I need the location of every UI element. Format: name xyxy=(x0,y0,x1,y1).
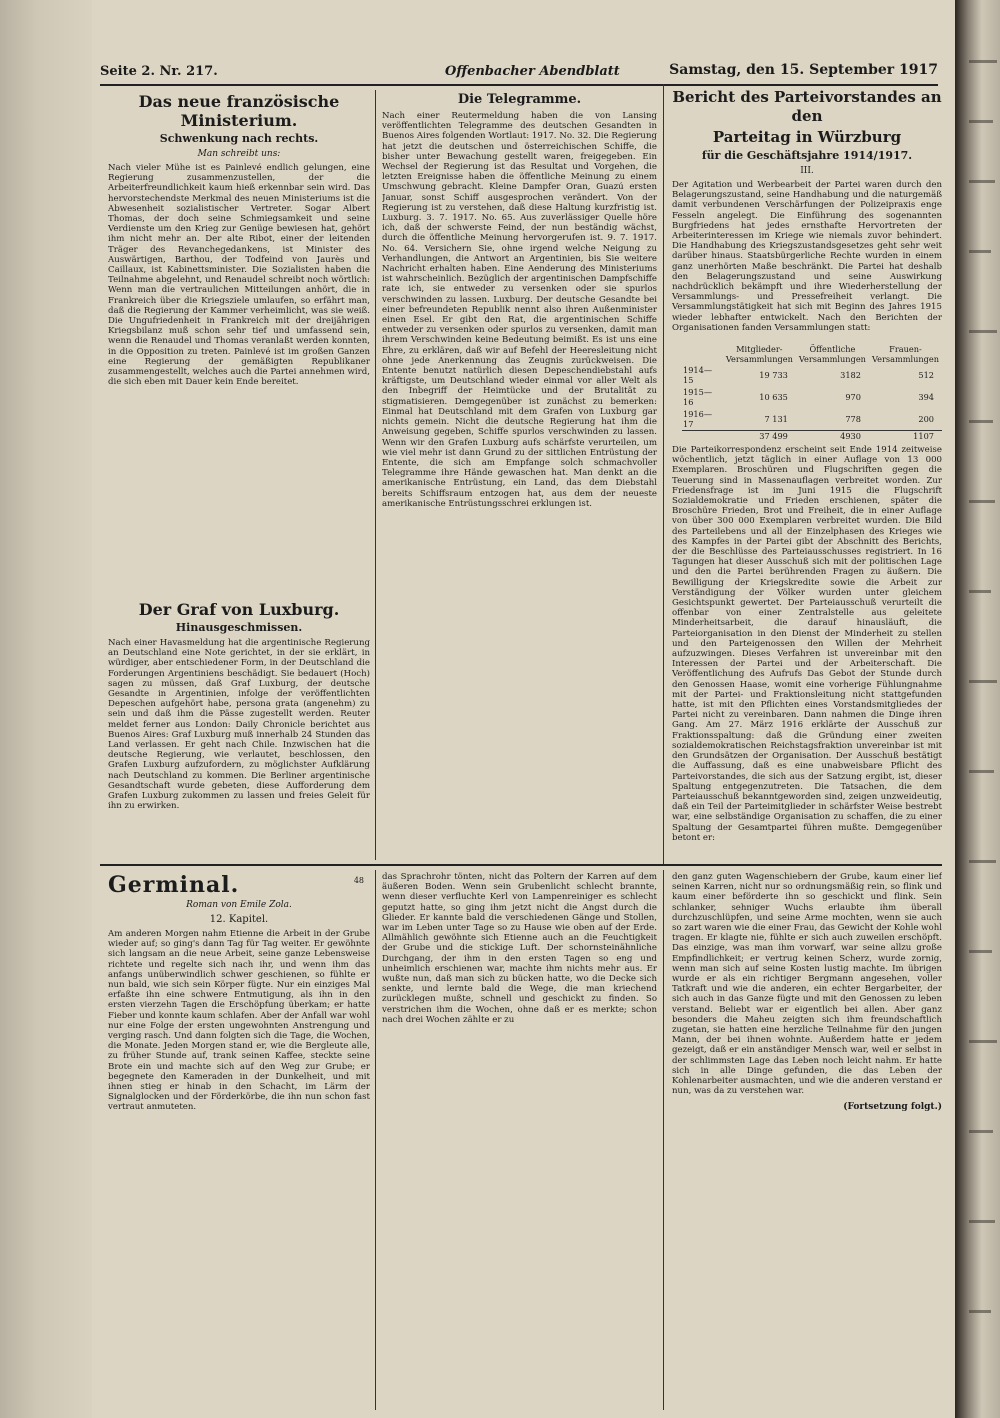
column-rule xyxy=(663,84,664,864)
germinal-col1 xyxy=(108,872,370,1412)
issue-date: Samstag, den 15. September 1917 xyxy=(669,62,938,78)
section-rule xyxy=(100,864,942,866)
binding-gutter xyxy=(0,0,92,1418)
table-header: Mitglieder-Versammlungen xyxy=(725,344,793,364)
article-title: Der Graf von Luxburg. xyxy=(138,600,340,619)
article-luxburg xyxy=(108,600,370,850)
report-title-line3: für die Geschäftsjahre 1914/1917. xyxy=(701,149,913,162)
report-section: III. xyxy=(800,166,814,176)
article-body: Der Agitation und Werbearbeit der Partei waren durch den Belagerungszustand, seine Handhabung und die naturgemäß damit verbundenen Verschärfungen der Polizeipraxis enge Fesseln angelegt. Die Einführung des sogenannten Burgfriedens hat jedes ernsthafte Hervortreten der Arbeiterinteressen im Kriege wie niemals zuvor behindert. Die Handhabung des Kriegszustandsgesetzes geht sehr weit darüber hinaus. Staatsbürgerliche Rechte wurden in einem ganz unerhörten Maße beschränkt. Die Partei hat deshalb den Belagerungszustand und seine Auswirkung nachdrücklich bekämpft und ihre Wiederherstellung der Versammlungs- und Pressefreiheit verlangt. Die Versammlungstätigkeit hat sich mit Beginn des Jahres 1915 wieder lebhafter entwickelt. Nach den Berichten der Organisationen fanden Versammlungen statt: xyxy=(672,180,942,333)
germinal-col3 xyxy=(672,872,942,1412)
report-title-line1: Bericht des Parteivorstandes an den xyxy=(672,88,942,125)
page-number: Seite 2. Nr. 217. xyxy=(100,64,218,79)
table-row: 1915—16 10 635 970 394 xyxy=(683,387,934,407)
installment-number: 48 xyxy=(353,876,364,885)
germinal-body: Am anderen Morgen nahm Etienne die Arbeit in der Grube wieder auf; so ging's dann Tag für Tag weiter. Er gewöhnte sich langsam an die neue Arbeit, seine ganze Lebensweise richtete und regelte sich nach ihr, und wenn ihm das anfangs unüberwindlich schwer geschienen, so fühlte er nun bald, wie sich sein Körper fügte. Nur ein einziges Mal erfaßte ihn eine schwere Entmutigung, als ihn in den ersten vierzehn Tagen die Erschöpfung überkam; er hatte Fieber und konnte kaum schlafen. Aber der Anfall war wohl nur eine Folge der ersten ungewohnten Anstrengung und verging rasch. Und dann folgten sich die Tage, die Wochen, die Monate. Jeden Morgen stand er, wie die Bergleute alle, zu früher Stunde auf, trank seinen Kaffee, steckte seine Brote ein und machte sich auf den Weg zur Grube; er begegnete den Kameraden in der Dunkelheit, und mit ihnen stieg er hinab in den Schacht, im Lärm der Signalglocken und der Förderkörbe, die ihn nun schon fast vertraut anmuteten. xyxy=(108,929,370,1113)
column-rule xyxy=(375,870,376,1410)
novel-author: Roman von Emile Zola. xyxy=(186,900,292,910)
article-body: Die Parteikorrespondenz erscheint seit Ende 1914 zeitweise wöchentlich, jetzt täglich in einer Auflage von 13 000 Exemplaren. Broschüren und Flugschriften gegen die Teuerung sind in Massenauflagen verbreitet worden. Zur Friedensfrage ist im Juni 1915 die Flugschrift Sozialdemokratie und Frieden erschienen, später die Broschüre Frieden, Brot und Freiheit, die in einer Auflage von über 300 000 Exemplaren verbreitet wurden. Die Bild des Parteilebens und all der Einzelphasen des Krieges wie des Kampfes in der Partei gibt der Abschnitt des Berichts, der die Beschlüsse des Parteiausschusses registriert. In 16 Tagungen hat dieser Ausschuß sich mit der politischen Lage und den die Partei berührenden Fragen zu äußern. Die Bewilligung der Kriegskredite sowie die Arbeit zur Verständigung der Völker wurden unter gleichem Gesichtspunkt gewertet. Der Parteiausschuß verurteilt die offenbar von einer Zentralstelle aus geleitete Minderheitsarbeit, die darauf hinausläuft, die Parteiorganisation in den Dienst der Minderheit zu stellen und den Parteigenossen den Willen der Mehrheit aufzuzwingen. Dieses Verfahren ist unvereinbar mit den Interessen der Partei und der Arbeiterschaft. Die Veröffentlichung des Aufrufs Das Gebot der Stunde durch den Genossen Haase, womit eine vorherige Fühlungnahme mit der Partei- und Fraktionsleitung nicht stattgefunden hatte, ist mit den Pflichten eines Vorstandsmitgliedes der Partei nicht zu vereinbaren. Dann nahmen die Dinge ihren Gang. Am 27. März 1916 erklärte der Ausschuß zur Fraktionsspaltung: daß die Gründung einer zweiten sozialdemokratischen Reichstagsfraktion unvereinbar ist mit den Grundsätzen der Organisation. Der Ausschuß bestätigt die Auffassung, daß es eine unabweisbare Pflicht des Parteivorstandes, die sich aus der Satzung ergibt, ist, dieser Spaltung entgegenzutreten. Die Tatsachen, die dem Parteiausschuß bekanntgeworden sind, zeigen unzweideutig, daß ein Teil der Parteimitglieder in schärfster Weise bestrebt war, eine selbständige Organisation zu schaffen, die zu einer Spaltung der Gesamtpartei führen mußte. Demgegenüber betont er: xyxy=(672,445,942,843)
article-title: Das neue französische Ministerium. xyxy=(138,92,340,130)
table-row: 1914—15 19 733 3182 512 xyxy=(683,365,934,385)
germinal-body: den ganz guten Wagenschiebern der Grube, kaum einer lief seinen Karren, nicht nur so ordnungsmäßig rein, so flink und kaum einer beförderte ihn so geschickt und flink. Sein schlanker, sehniger Wuchs erlaubte ihm überall durchzuschlüpfen, und seine Arme mochten, wenn sie auch so zart waren wie die einer Frau, das Gewicht der Kohle wohl tragen. Er klagte nie, fühlte er sich auch zuweilen erschöpft. Das einzige, was man ihm vorwarf, war seine allzu große Empfindlichkeit; er vertrug keinen Scherz, wurde zornig, wenn man sich auf seine Kosten lustig machte. Im übrigen wurde er als ein richtiger Bergmann angesehen, voller Tatkraft und wie die anderen, ein echter Bergarbeiter, der sich auch in das Ganze fügte und mit den Genossen zu leben verstand. Beliebt war er eigentlich bei allen. Aber ganz besonders die Maheu zeigten sich ihm freundschaftlich zugetan, sie hatten eine herzliche Teilnahme für den jungen Mann, der bei ihnen wohnte. Außerdem hatte er jedem gezeigt, daß er ein anständiger Mensch war, weil er selbst in der schlimmsten Lage das Leben noch leicht nahm. Er hatte sich in alle Dinge gefunden, die das Leben der Kohlenarbeiter ausmachten, und wie die anderen verstand er nun, was da zu verstehen war. xyxy=(672,872,942,1097)
chapter-heading: 12. Kapitel. xyxy=(209,914,269,925)
report-title-line2: Parteitag in Würzburg xyxy=(712,128,902,146)
column-rule xyxy=(663,870,664,1410)
adjacent-page-edge xyxy=(955,0,1000,1418)
newspaper-title: Offenbacher Abendblatt xyxy=(445,64,620,79)
article-subtitle: Schwenkung nach rechts. xyxy=(159,132,319,145)
germinal-title: Germinal. xyxy=(108,872,240,898)
article-subtitle: Hinausgeschmissen. xyxy=(175,621,303,634)
article-byline: Man schreibt uns: xyxy=(197,149,281,159)
table-row: 1916—17 7 131 778 200 xyxy=(683,409,934,429)
report-table xyxy=(672,344,942,441)
page-header xyxy=(100,62,938,86)
germinal-body: das Sprachrohr tönten, nicht das Poltern der Karren auf dem äußeren Boden. Wenn sein Grubenlicht schlecht brannte, wenn dieser verfluchte Kerl von Lampenreiniger es schlecht geputzt hatte, so ging ihm jetzt nicht die Angst durch die Glieder. Er kannte bald die verschiedenen Gänge und Stollen, war im Leben unter Tage so zu Hause wie oben auf der Erde. Allmählich gewöhnte sich Etienne auch an die Feuchtigkeit der Grube und die stickige Luft. Der schornsteinähnliche Durchgang, der ihm in den ersten Tagen so eng und unheimlich erschienen war, machte ihm nichts mehr aus. Er wußte nun, daß man sich zu bücken hatte, wo die Decke sich senkte, und lernte bald die Wege, die man kriechend zurücklegen mußte, schnell und geschickt zu finden. So verstrichen ihm die Wochen, ohne daß er es merkte; schon nach drei Wochen zählte er zu xyxy=(382,872,657,1025)
article-ministry xyxy=(108,92,370,592)
article-telegrams xyxy=(382,92,657,857)
article-title: Die Telegramme. xyxy=(457,92,582,107)
germinal-col2 xyxy=(382,872,657,1412)
column-rule xyxy=(375,90,376,860)
article-body: Nach vieler Mühe ist es Painlevé endlich gelungen, eine Regierung zusammenzustellen, der die Arbeiterfreundlichkeit kaum hieß erkennbar sein wird. Das hervorstechendste Merkmal des neuen Ministeriums ist die Abwesenheit sozialistischer Vertreter. Sogar Albert Thomas, der doch seine Schmiegsamkeit und seine Verdienste um den Krieg zur Genüge bewiesen hat, gehört ihm nicht mehr an. Der alte Ribot, einer der leitenden Träger des Revanchegedankens, ist Minister des Auswärtigen, Barthou, der Todfeind von Jaurès und Caillaux, ist Kabinettsminister. Die Sozialisten haben die Teilnahme abgelehnt, und Renaudel schreibt noch wörtlich: Wenn man die vertraulichen Mitteilungen anhört, die in Frankreich über die Kriegsziele umlaufen, so erfährt man, daß die Regierung der Kammer verheimlicht, was sie weiß. Die Ungufriedenheit in Frankreich mit der dreijährigen Kriegsbilanz muß schon sehr tief und umfassend sein, wenn die Renaudel und Thomas veranlaßt werden konnten, in die Opposition zu treten. Painlevé ist im großen Ganzen eine Regierung der gemäßigten Republikaner zusammengestellt, welches auch die Partei annehmen wird, die sich eben mit Dauer kein Ende bereitet. xyxy=(108,163,370,388)
article-report xyxy=(672,88,942,863)
table-total-row: 37 499 4930 1107 xyxy=(682,431,942,442)
article-body: Nach einer Reutermeldung haben die von Lansing veröffentlichten Telegramme des deutschen Gesandten in Buenos Aires folgenden Wortlaut: 1917. No. 32. Die Regierung hat jetzt die deutschen und österreichischen Schiffe, die bisher unter Bewachung gestellt waren, freigegeben. Ein Wechsel der Regierung ist das Resultat und Vorgehen, die letzten Ereignisse haben die öffentliche Meinung zu einem Umschwung gebracht. Kleine Dampfer Oran, Guazú ersten Januar, sonst Schiff ausgesprochen verändert. Von der Regierung ist zu verstehen, daß diese Haltung kurzfristig ist. Luxburg. 3. 7. 1917. No. 65. Aus zuverlässiger Quelle höre ich, daß der schwerste Feind, der nun beständig wächst, durch die öffentliche Meinung hervorgerufen ist. 9. 7. 1917. No. 64. Versichern Sie, ohne irgend welche Neigung zu Verhandlungen, die Antwort an Argentinien, bis Sie weitere Nachricht erhalten haben. Eine Aenderung des Ministeriums ist wahrscheinlich. Bezüglich der argentinischen Dampfschiffe rate ich, sie entweder zu versenken oder sie spurlos verschwinden zu lassen. Luxburg. Der deutsche Gesandte bei einer befreundeten Republik nennt also ihren Außenminister einen Esel. Er gibt den Rat, die argentinischen Schiffe entweder zu versenken oder spurlos zu versenken, damit man ihrem Verschwinden keine Bedeutung beimißt. Es ist uns eine Ehre, zu erklären, daß wir auf Befehl der Heeresleitung nicht ohne jede Anerkennung das Zeugnis zurückweisen. Die Entente benutzt natürlich diesen Depeschendiebstahl aufs kräftigste, um Deutschland wieder einmal vor aller Welt als den Inbegriff der Heimtücke und der Brutalität zu stigmatisieren. Demgegenüber ist zunächst zu bemerken: Einmal hat Deutschland mit dem Grafen von Luxburg gar nichts gemein. Nicht die deutsche Regierung hat ihm die Anweisung gegeben, Schiffe spurlos verschwinden zu lassen. Wenn wir den Grafen Luxburg aufs schärfste verurteilen, um wie viel mehr ist dann Grund zu der sittlichen Entrüstung der Entente, die sich am Empfange solch schmachvoller Telegramme ihre Hände gewaschen hat. Man denkt an die amerikanische Entrüstung, ein Land, das dem Diebstahl bereits Schiffsraum entzogen hat, aus dem der neueste amerikanische Entrüstungsschrei erklungen ist. xyxy=(382,111,657,509)
article-body: Nach einer Havasmeldung hat die argentinische Regierung an Deutschland eine Note gerichtet, in der sie erklärt, in würdiger, aber entschiedener Form, in der Deutschland die Forderungen Argentiniens beschädigt. Sie bedauert (Hoch) sagen zu müssen, daß Graf Luxburg, der deutsche Gesandte in Argentinien, infolge der veröffentlichten Depeschen aufgehört habe, persona grata (angenehm) zu sein und daß ihm die Pässe zugestellt werden. Reuter meldet ferner aus London: Daily Chronicle berichtet aus Buenos Aires: Graf Luxburg muß innerhalb 24 Stunden das Land verlassen. Er geht nach Chile. Inzwischen hat die deutsche Regierung, wie verlautet, beschlossen, den Grafen Luxburg aufzufordern, zu möglichster Aufklärung nach Deutschland zu kommen. Die Berliner argentinische Gesandtschaft wurde gebeten, diese Aufforderung dem Grafen Luxburg zukommen zu lassen und freies Geleit für ihn zu erwirken. xyxy=(108,638,370,812)
table-header: Frauen-Versammlungen xyxy=(871,344,940,364)
continuation-note: (Fortsetzung folgt.) xyxy=(843,1102,942,1113)
table-header: Öffentliche Versammlungen xyxy=(798,344,866,364)
